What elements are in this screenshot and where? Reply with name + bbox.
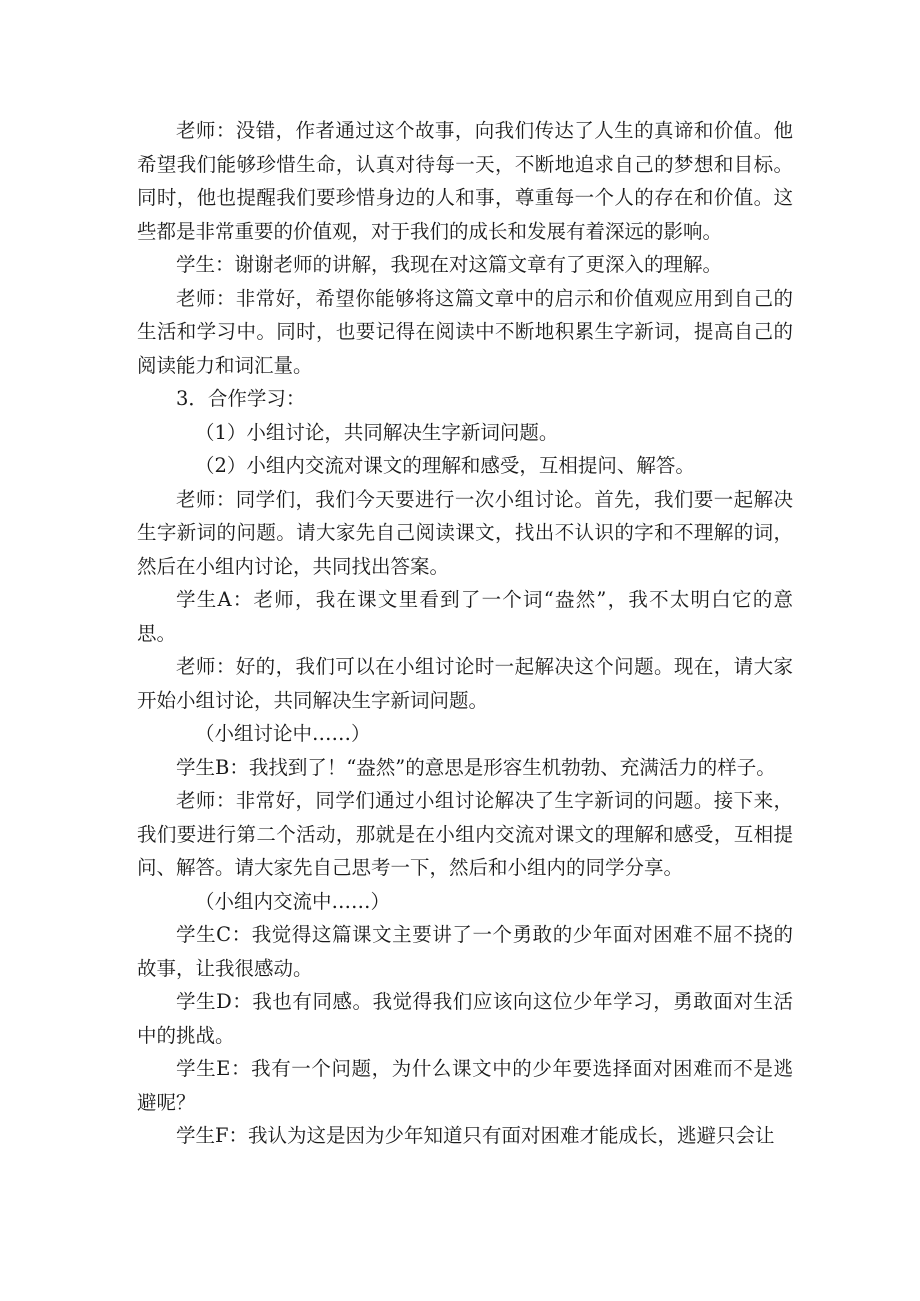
section-heading-cooperative-learning: 3．合作学习：: [176, 387, 306, 410]
paragraph-teacher-values: 老师：没错，作者通过这个故事，向我们传达了人生的真谛和价值。他希望我们能够珍惜生命，认真对待每一天，不断地追求自己的梦想和目标。同时，他也提醒我们要珍惜身边的人和事，尊重每一个人的存在和价值。这些都是非常重要的价值观，对于我们的成长和发展有着深远的影响。: [137, 119, 793, 243]
paragraph-student-b: 学生B：我找到了！“盎然”的意思是形容生机勃勃、充满活力的样子。: [176, 755, 776, 779]
paragraph-student-thanks: 学生：谢谢老师的讲解，我现在对这篇文章有了更深入的理解。: [176, 253, 723, 276]
paragraph-student-e: 学生E：我有一个问题，为什么课文中的少年要选择面对困难而不是逃避呢？: [137, 1057, 793, 1114]
paragraph-teacher-group-discussion: 老师：同学们，我们今天要进行一次小组讨论。首先，我们要一起解决生字新词的问题。请大家先自己阅读课文，找出不认识的字和不理解的词，然后在小组内讨论，共同找出答案。: [137, 487, 793, 578]
paragraph-teacher-start-discussion: 老师：好的，我们可以在小组讨论时一起解决这个问题。现在，请大家开始小组讨论，共同解决生字新词问题。: [137, 655, 793, 712]
paragraph-student-f: 学生F：我认为这是因为少年知道只有面对困难才能成长，逃避只会让: [176, 1124, 775, 1147]
paragraph-teacher-second-activity: 老师：非常好，同学们通过小组讨论解决了生字新词的问题。接下来，我们要进行第二个活动，那就是在小组内交流对课文的理解和感受，互相提问、解答。请大家先自己思考一下，然后和小组内的同学分享。: [137, 789, 793, 879]
paragraph-student-c: 学生C：我觉得这篇课文主要讲了一个勇敢的少年面对困难不屈不挠的故事，让我很感动。: [137, 923, 793, 980]
document-body: [137, 114, 793, 1153]
stage-note-exchange: （小组内交流中……）: [195, 889, 391, 913]
paragraph-student-a: 学生A：老师，我在课文里看到了一个词“盎然”，我不太明白它的意思。: [137, 588, 793, 645]
list-item-1: （1）小组讨论，共同解决生字新词问题。: [195, 420, 559, 444]
paragraph-student-d: 学生D：我也有同感。我觉得我们应该向这位少年学习，勇敢面对生活中的挑战。: [137, 990, 793, 1047]
list-item-2: （2）小组内交流对课文的理解和感受，互相提问、解答。: [195, 454, 695, 477]
paragraph-teacher-apply: 老师：非常好，希望你能够将这篇文章中的启示和价值观应用到自己的生活和学习中。同时，也要记得在阅读中不断地积累生字新词，提高自己的阅读能力和词汇量。: [137, 286, 793, 377]
stage-note-discussion: （小组讨论中……）: [195, 722, 371, 745]
